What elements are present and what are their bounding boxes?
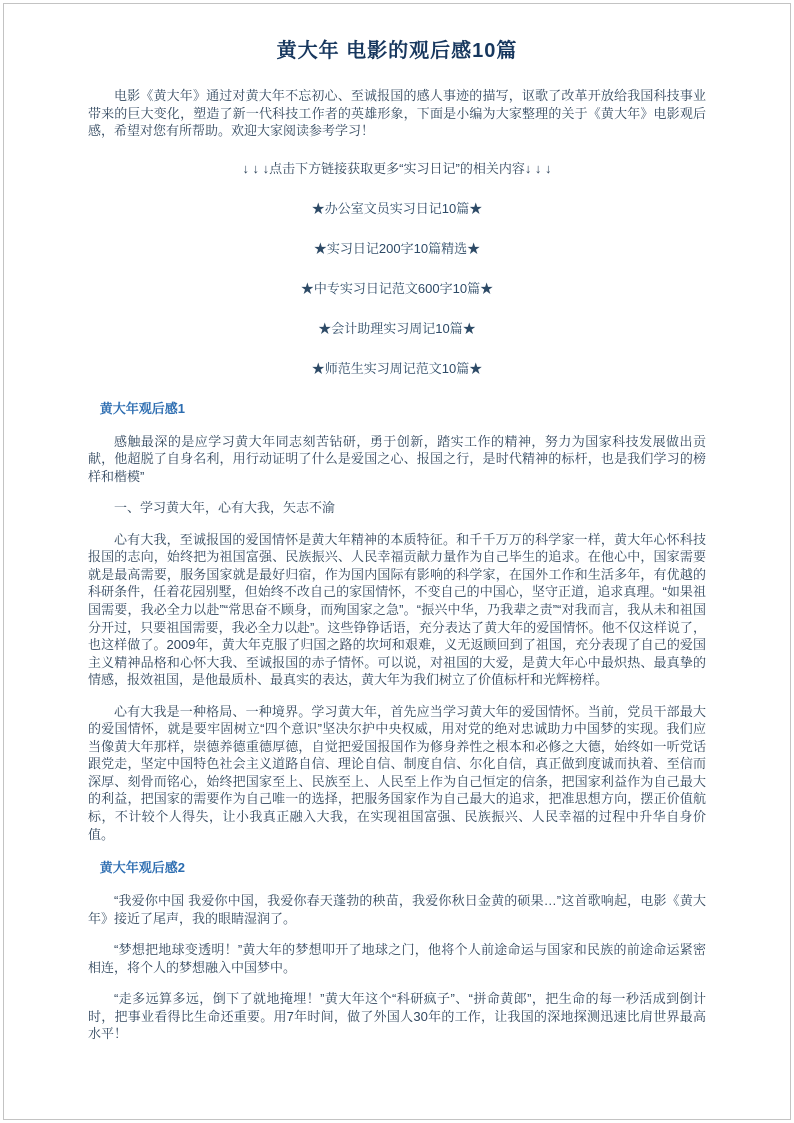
section-review-1 (88, 398, 706, 843)
review-1-subheading: 一、学习黄大年，心有大我，矢志不渝 (114, 500, 336, 516)
link-office-clerk-diary[interactable]: ★办公室文员实习日记10篇★ (311, 200, 483, 216)
section-2-heading: 黄大年观后感2 (99, 860, 185, 876)
review-2-paragraph-3: “走多远算多远，倒下了就地掩埋！”黄大年这个“科研疯子”、“拼命黄郎”，把生命的每一秒活成到倒计时，把事业看得比生命还重要。用7年时间，做了外国人30年的工作，让我国的深地探测迅速比肩世界最高水平！ (88, 991, 706, 1042)
review-1-paragraph-1: 感触最深的是应学习黄大年同志刻苦钻研，勇于创新，踏实工作的精神，努力为国家科技发展做出贡献，他超脱了自身名利，用行动证明了什么是爱国之心、报国之行，是时代精神的标杆，也是我们学习的榜样和楷模” (88, 433, 706, 484)
review-1-paragraph-2: 心有大我，至诚报国的爱国情怀是黄大年精神的本质特征。和千千万万的科学家一样，黄大年心怀科技报国的志向，始终把为祖国富强、民族振兴、人民幸福贡献力量作为自己毕生的追求。在他心中，国家需要就是最高需要，服务国家就是最好归宿，作为国内国际有影响的科学家，在国外工作和生活多年，有优越的科研条件，任着花园别墅，但始终不改自己的家国情怀，不变自己的中国心，坚守正道，追求真理。“如果祖国需要，我必全力以赴”“常思奋不顾身，而殉国家之急”。“振兴中华，乃我辈之责”“对我而言，我从未和祖国分开过，只要祖国需要，我必全力以赴”。这些铮铮话语，充分表达了黄大年的爱国情怀。他不仅这样说了，也这样做了。2009年，黄大年克服了归国之路的坎坷和艰难，义无返顾回到了祖国，充分表现了自己的爱国主义精神品格和心怀大我、至诚报国的赤子情怀。可以说，对祖国的大爱，是黄大年心中最炽热、最真挚的情感，报效祖国，是他最质朴、最真实的表达，黄大年为我们树立了价值标杆和光辉榜样。 (88, 531, 706, 688)
section-review-2 (88, 857, 706, 1043)
review-1-paragraph-3: 心有大我是一种格局、一种境界。学习黄大年，首先应当学习黄大年的爱国情怀。当前，党员干部最大的爱国情怀，就是要牢固树立“四个意识”坚决尔护中央权威，用对党的绝对忠诚助力中国梦的实现。我们应当像黄大年那样，崇德养德重德厚德，自觉把爱国报国作为修身养性之根本和必修之大德，始终如一听党话跟党走，坚定中国特色社会主义道路自信、理论自信、制度自信、尔化自信，真正做到度诚而执着、至信而深厚、刻骨而铭心，始终把国家至上、民族至上、人民至上作为自己恒定的信条，把国家利益作为自己最大的利益，把国家的需要作为自己唯一的选择，把服务国家作为自己最大的追求，把准思想方向，摆正价值航标，不计较个人得失，让小我真正融入大我，在实现祖国富强、民族振兴、人民幸福的过程中升华自身价值。 (88, 703, 706, 842)
link-accounting-assistant-weekly[interactable]: ★会计助理实习周记10篇★ (318, 320, 476, 336)
links-header: ↓ ↓ ↓点击下方链接获取更多“实习日记”的相关内容↓ ↓ ↓ (242, 160, 552, 176)
intro-paragraph: 电影《黄大年》通过对黄大年不忘初心、至诚报国的感人事迹的描写，讴歌了改革开放给我国科技事业带来的巨大变化，塑造了新一代科技工作者的英雄形象，下面是小编为大家整理的关于《黄大年》电影观后感，希望对您有所帮助。欢迎大家阅读参考学习！ (88, 88, 706, 139)
link-internship-diary-200[interactable]: ★实习日记200字10篇精选★ (313, 240, 481, 256)
page-title: 黄大年 电影的观后感10篇 (276, 40, 518, 62)
review-2-paragraph-2: “梦想把地球变透明！”黄大年的梦想叩开了地球之门，他将个人前途命运与国家和民族的前途命运紧密相连，将个人的梦想融入中国梦中。 (88, 942, 706, 975)
document-page (3, 3, 791, 1120)
review-2-paragraph-1: “我爱你中国 我爱你中国，我爱你春天蓬勃的秧苗，我爱你秋日金黄的硕果…”这首歌响起，电影《黄大年》接近了尾声，我的眼睛湿润了。 (88, 893, 706, 926)
link-normal-student-weekly[interactable]: ★师范生实习周记范文10篇★ (311, 360, 483, 376)
link-vocational-diary-600[interactable]: ★中专实习日记范文600字10篇★ (300, 280, 494, 296)
section-1-heading: 黄大年观后感1 (99, 400, 185, 416)
